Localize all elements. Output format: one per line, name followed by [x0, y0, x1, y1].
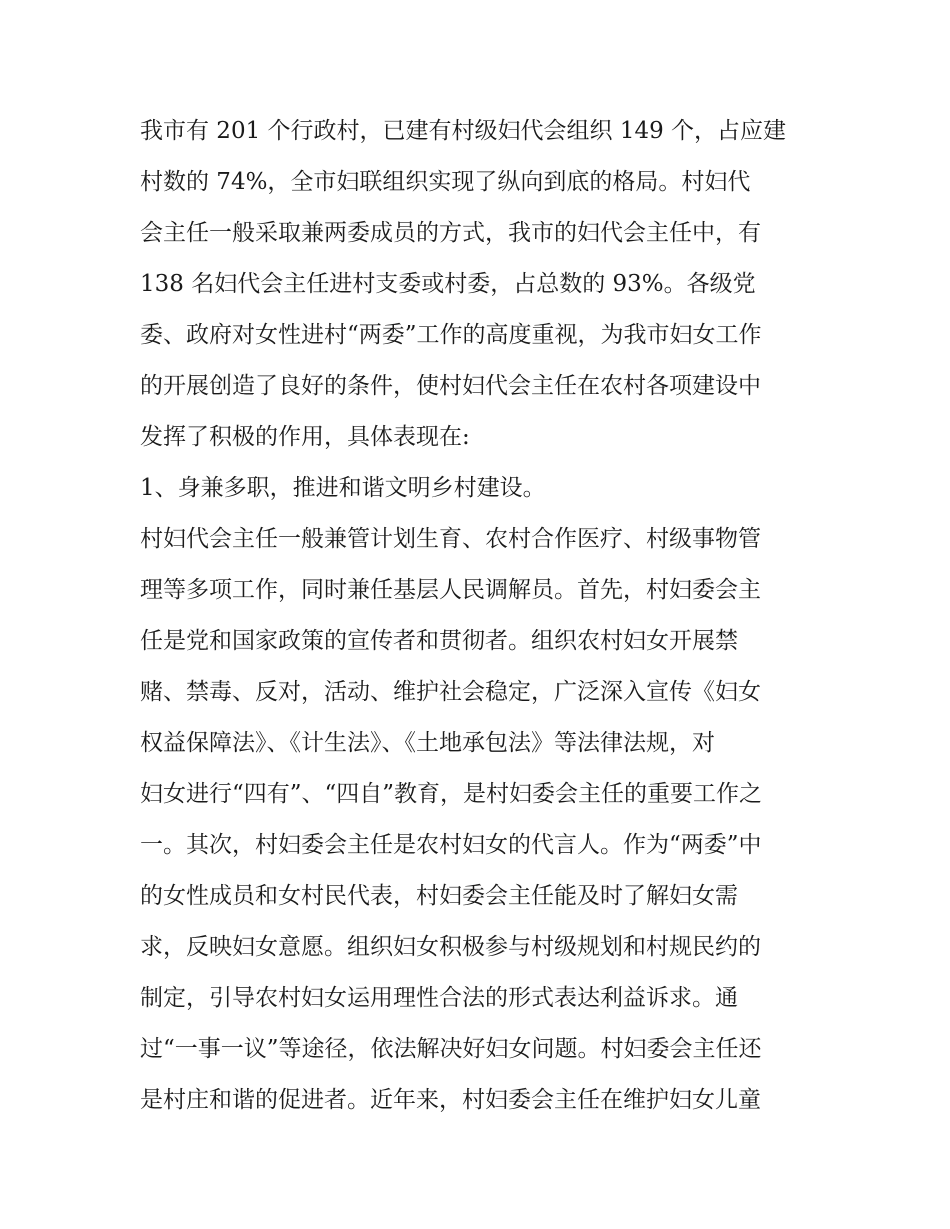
text-line-2: 村数的 74%，全市妇联组织实现了纵向到底的格局。村妇代: [140, 169, 751, 195]
section-heading: 1、身兼多职，推进和谐文明乡村建设。: [140, 475, 546, 501]
text-line-20: 是村庄和谐的促进者。近年来，村妇委会主任在维护妇女儿童: [140, 1087, 761, 1113]
text-line-15: 一。其次，村妇委会主任是农村妇女的代言人。作为“两委”中: [140, 832, 762, 858]
text-line-4: 138 名妇代会主任进村支委或村委，占总数的 93%。各级党: [140, 271, 756, 297]
text-line-5: 委、政府对女性进村“两委”工作的高度重视，为我市妇女工作: [140, 322, 762, 348]
text-line-7: 发挥了积极的作用，具体表现在:: [140, 424, 470, 450]
text-line-17: 求，反映妇女意愿。组织妇女积极参与村级规划和村规民约的: [140, 934, 761, 960]
text-line-13: 权益保障法》、《计生法》、《土地承包法》等法律法规，对: [140, 730, 715, 756]
text-line-11: 任是党和国家政策的宣传者和贯彻者。组织农村妇女开展禁: [140, 628, 738, 654]
text-line-16: 的女性成员和女村民代表，村妇委会主任能及时了解妇女需: [140, 883, 738, 909]
text-line-19: 过“一事一议”等途径，依法解决好妇女问题。村妇委会主任还: [140, 1036, 762, 1062]
text-line-12: 赌、禁毒、反对，活动、维护社会稳定，广泛深入宣传《妇女: [140, 679, 761, 705]
text-line-10: 理等多项工作，同时兼任基层人民调解员。首先，村妇委会主: [140, 577, 761, 603]
text-line-1: 我市有 201 个行政村，已建有村级妇代会组织 149 个，占应建: [140, 118, 787, 144]
text-line-6: 的开展创造了良好的条件，使村妇代会主任在农村各项建设中: [140, 373, 761, 399]
text-line-14: 妇女进行“四有”、“四自”教育，是村妇委会主任的重要工作之: [140, 781, 763, 807]
body-text: [140, 106, 820, 1126]
text-line-18: 制定，引导农村妇女运用理性合法的形式表达利益诉求。通: [140, 985, 738, 1011]
text-line-9: 村妇代会主任一般兼管计划生育、农村合作医疗、村级事物管: [140, 526, 761, 552]
text-line-3: 会主任一般采取兼两委成员的方式，我市的妇代会主任中，有: [140, 220, 761, 246]
